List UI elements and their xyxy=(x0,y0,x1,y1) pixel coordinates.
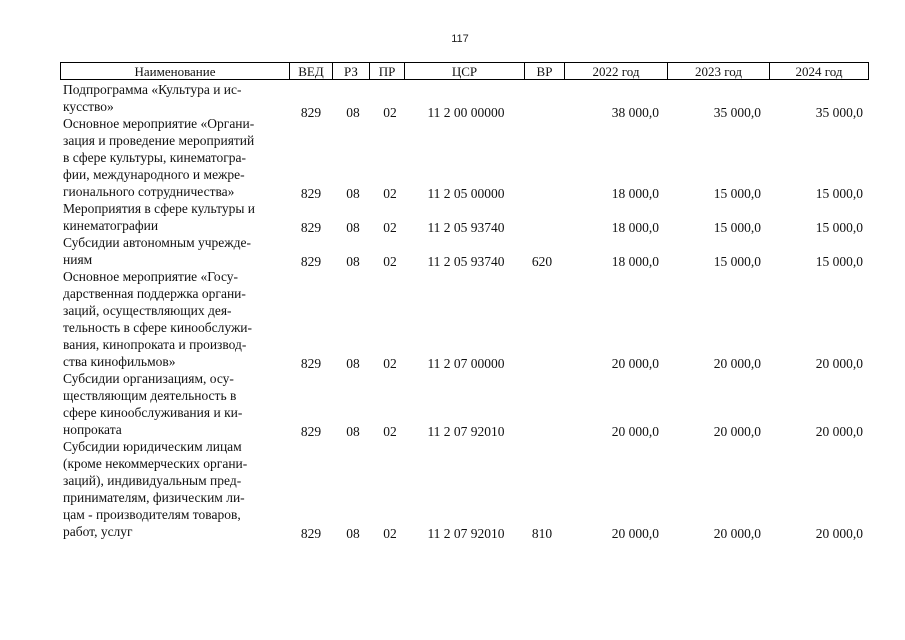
header-csr: ЦСР xyxy=(405,63,525,80)
header-ved: ВЕД xyxy=(290,63,333,80)
cell-ved: 829 xyxy=(300,526,322,541)
cell-vr: 810 xyxy=(531,526,553,541)
row-name: Субсидии организациям, осу- ществляющим деятельность в сфере кинообслуживания и ки- нопроката xyxy=(63,371,243,437)
cell-rz: 08 xyxy=(346,186,360,201)
cell-rz: 08 xyxy=(346,526,360,541)
cell-2022: 20 000,0 xyxy=(611,526,659,541)
cell-csr: 11 2 07 00000 xyxy=(427,356,505,371)
cell-pr: 02 xyxy=(383,356,397,371)
cell-ved: 829 xyxy=(300,186,322,201)
header-pr: ПР xyxy=(370,63,405,80)
header-2022: 2022 год xyxy=(565,63,668,80)
cell-rz: 08 xyxy=(346,220,360,235)
cell-2022: 38 000,0 xyxy=(611,105,659,120)
row-name: Субсидии автономным учрежде- ниям xyxy=(63,235,251,267)
cell-2024: 15 000,0 xyxy=(815,220,863,235)
row-name: Подпрограмма «Культура и ис- кусство» xyxy=(63,82,242,114)
cell-2022: 18 000,0 xyxy=(611,186,659,201)
cell-csr: 11 2 05 93740 xyxy=(427,254,505,269)
cell-2024: 20 000,0 xyxy=(815,356,863,371)
cell-2023: 15 000,0 xyxy=(713,186,761,201)
table-header xyxy=(60,62,869,80)
header-name: Наименование xyxy=(61,63,290,80)
cell-2023: 15 000,0 xyxy=(713,254,761,269)
cell-2023: 20 000,0 xyxy=(713,526,761,541)
row-name: Основное мероприятие «Органи- зация и проведение мероприятий в сфере культуры, кинематогра- фии, международного и межре- гионального сотрудничества» xyxy=(63,116,255,199)
cell-2023: 20 000,0 xyxy=(713,424,761,439)
cell-2022: 18 000,0 xyxy=(611,254,659,269)
cell-csr: 11 2 07 92010 xyxy=(427,424,505,439)
cell-rz: 08 xyxy=(346,356,360,371)
cell-csr: 11 2 05 93740 xyxy=(427,220,505,235)
header-2024: 2024 год xyxy=(795,64,843,79)
cell-ved: 829 xyxy=(300,220,322,235)
cell-2023: 20 000,0 xyxy=(713,356,761,371)
cell-2024: 15 000,0 xyxy=(815,186,863,201)
cell-csr: 11 2 07 92010 xyxy=(427,526,505,541)
cell-pr: 02 xyxy=(383,105,397,120)
row-name: Мероприятия в сфере культуры и кинематографии xyxy=(63,201,255,233)
cell-2023: 35 000,0 xyxy=(713,105,761,120)
cell-rz: 08 xyxy=(346,254,360,269)
cell-pr: 02 xyxy=(383,220,397,235)
cell-ved: 829 xyxy=(300,254,322,269)
cell-rz: 08 xyxy=(346,105,360,120)
cell-ved: 829 xyxy=(300,424,322,439)
page-number: 117 xyxy=(451,33,469,45)
cell-2023: 15 000,0 xyxy=(713,220,761,235)
row-name: Субсидии юридическим лицам (кроме некоммерческих органи- заций), индивидуальным пред- принимателям, физическим ли- цам - производителям товаров, работ, услуг xyxy=(63,439,248,539)
header-2023: 2023 год xyxy=(668,63,770,80)
cell-csr: 11 2 05 00000 xyxy=(427,186,505,201)
cell-2024: 20 000,0 xyxy=(815,526,863,541)
cell-ved: 829 xyxy=(300,356,322,371)
cell-2022: 20 000,0 xyxy=(611,424,659,439)
cell-csr: 11 2 00 00000 xyxy=(427,105,505,120)
cell-2022: 20 000,0 xyxy=(611,356,659,371)
cell-ved: 829 xyxy=(300,105,322,120)
cell-2024: 15 000,0 xyxy=(815,254,863,269)
cell-pr: 02 xyxy=(383,186,397,201)
header-rz: РЗ xyxy=(333,63,370,80)
cell-pr: 02 xyxy=(383,526,397,541)
cell-2022: 18 000,0 xyxy=(611,220,659,235)
header-vr: ВР xyxy=(525,63,565,80)
cell-rz: 08 xyxy=(346,424,360,439)
row-name: Основное мероприятие «Госу- дарственная поддержка органи- заций, осуществляющих дея- тельность в сфере кинообслужи- вания, кинопроката и производ- ства кинофильмов» xyxy=(63,269,253,369)
cell-pr: 02 xyxy=(383,424,397,439)
cell-vr: 620 xyxy=(531,254,553,269)
cell-2024: 20 000,0 xyxy=(815,424,863,439)
cell-2024: 35 000,0 xyxy=(815,105,863,120)
cell-pr: 02 xyxy=(383,254,397,269)
